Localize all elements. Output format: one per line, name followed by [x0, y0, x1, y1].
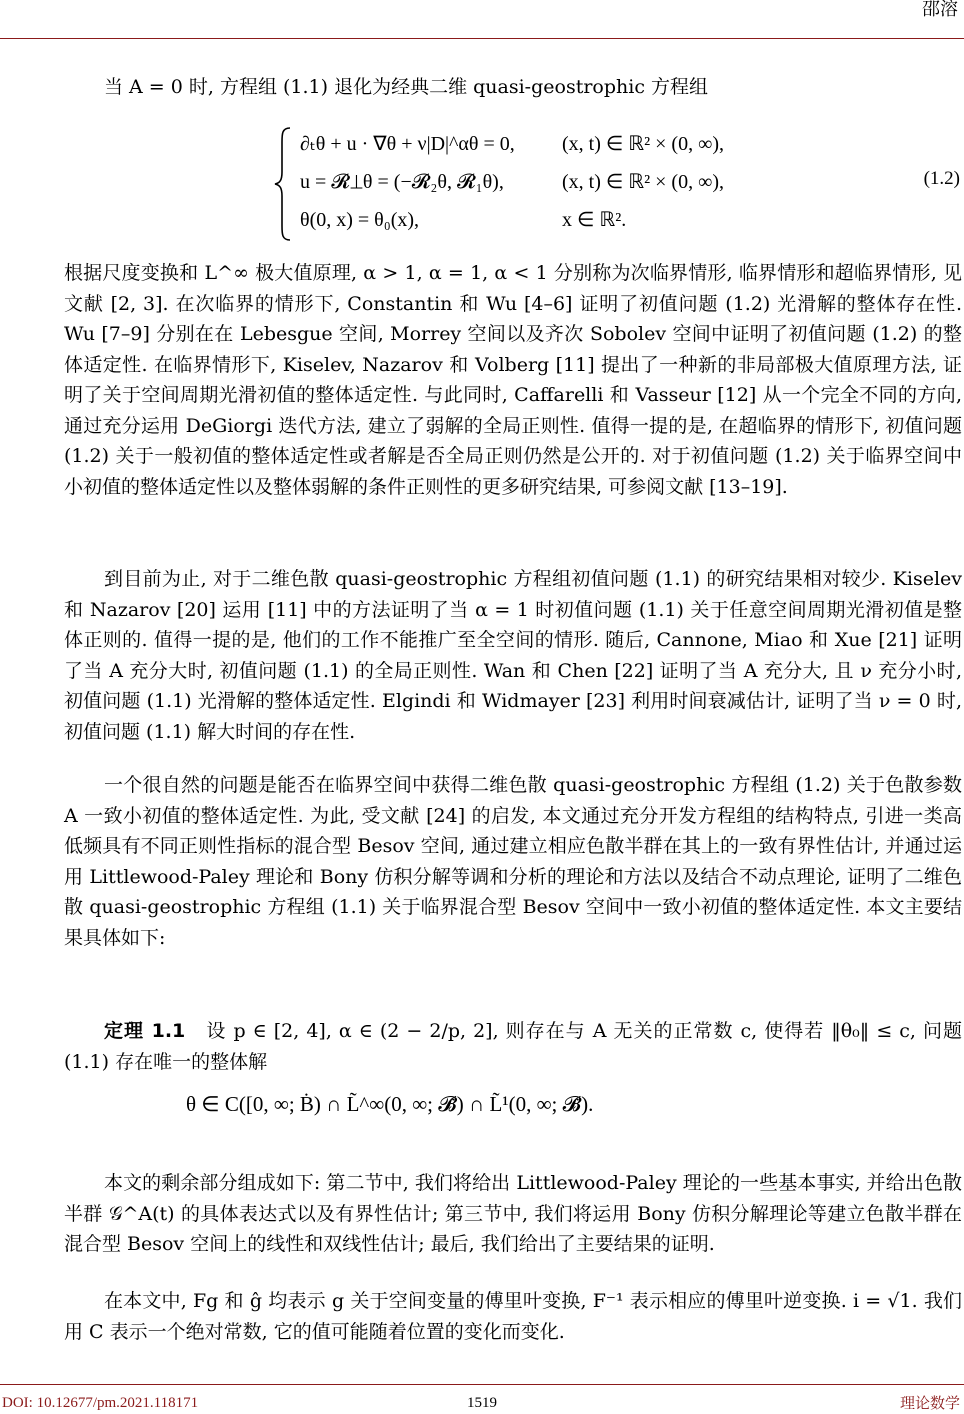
left-brace — [272, 126, 294, 242]
paragraph-notation: 在本文中, Fg 和 ĝ 均表示 g 关于空间变量的傅里叶变换, F⁻¹ 表示相应的傅里叶逆变换. i = √1. 我们用 C 表示一个绝对常数, 它的值可能随着位置的变化而变化. — [64, 1290, 962, 1343]
paragraph-outline: 本文的剩余部分组成如下: 第二节中, 我们将给出 Littlewood-Paley 理论的一些基本事实, 并给出色散半群 𝒢^A(t) 的具体表达式以及有界性估计; 第三节中, 我们将运用 Bony 仿积分解理论等建立色散半群在混合型 Besov 空间上的线性和双线性估计; 最后, 我们给出了主要结果的证明. — [64, 1172, 962, 1255]
equation-system-1-2 — [272, 126, 792, 242]
equation-row-1-domain: (x, t) ∈ ℝ² × (0, ∞), — [562, 133, 724, 155]
theorem-1-1 — [64, 1016, 962, 1077]
footer-journal-name: 理论数学 — [899, 1394, 960, 1412]
paragraph-dispersive-results: 到目前为止, 对于二维色散 quasi-geostrophic 方程组初值问题 (1.1) 的研究结果相对较少. Kiselev 和 Nazarov [20] 运用 [11] 中的方法证明了当 α = 1 时初值问题 (1.1) 关于任意空间周期光滑初值是整体正则的. 值得一提的是, 他们的工作不能推广至全空间的情形. 随后, Cannone, Miao 和 Xue [21] 证明了当 A 充分大时, 初值问题 (1.1) 的全局正则性. Wan 和 Chen [22] 证明了当 A 充分大, 且 ν 充分小时, 初值问题 (1.1) 光滑解的整体适定性. Elgindi 和 Widmayer [23] 利用时间衰减估计, 证明了当 ν = 0 时, 初值问题 (1.1) 解大时间的存在性. — [64, 568, 962, 743]
paragraph-background: 根据尺度变换和 L^∞ 极大值原理, α > 1, α = 1, α < 1 分别称为次临界情形, 临界情形和超临界情形, 见文献 [2, 3]. 在次临界的情形下, Constantin 和 Wu [4–6] 证明了初值问题 (1.2) 光滑解的整体存在性. Wu [7–9] 分别在在 Lebesgue 空间, Morrey 空间以及齐次 Sobolev 空间中证明了初值问题 (1.2) 的整体适定性. 在临界情形下, Kiselev, Nazarov 和 Volberg [11] 提出了一种新的非局部极大值原理方法, 证明了关于空间周期光滑初值的整体适定性. 与此同时, Caffarelli 和 Vasseur [12] 从一个完全不同的方向, 通过充分运用 DeGiorgi 迭代方法, 建立了弱解的全局正则性. 值得一提的是, 在超临界的情形下, 初值问题 (1.2) 关于一般初值的整体适定性或者解是否全局正则仍然是公开的. 对于初值问题 (1.2) 关于临界空间中小初值的整体适定性以及整体弱解的条件正则性的更多研究结果, 可参阅文献 [13–19]. — [64, 262, 962, 498]
paragraph-motivation: 一个很自然的问题是能否在临界空间中获得二维色散 quasi-geostrophic 方程组 (1.2) 关于色散参数 A 一致小初值的整体适定性. 为此, 受文献 [24] 的启发, 本文通过充分开发方程组的结构特点, 引进一类高低频具有不同正则性指标的混合型 Besov 空间, 通过建立相应色散半群在其上的一致有界性估计, 并通过运用 Littlewood-Paley 理论和 Bony 仿积分解等调和分析的理论和方法以及结合不动点理论, 证明了二维色散 quasi-geostrophic 方程组 (1.1) 关于临界混合型 Besov 空间中一致小初值的整体适定性. 本文主要结果具体如下: — [64, 774, 962, 949]
theorem-label: 定理 1.1 — [104, 1020, 186, 1042]
page-footer — [0, 1393, 964, 1413]
intro-paragraph: 当 A = 0 时, 方程组 (1.1) 退化为经典二维 quasi-geostrophic 方程组 — [104, 76, 709, 98]
equation-number: (1.2) — [923, 168, 960, 189]
equation-row-2-domain: (x, t) ∈ ℝ² × (0, ∞), — [562, 171, 724, 193]
equation-row-2: u = 𝓡⊥θ = (−𝓡₂θ, 𝓡₁θ), — [300, 171, 504, 193]
footer-rule — [0, 1384, 964, 1385]
equation-row-3: θ(0, x) = θ₀(x), — [300, 209, 420, 231]
equation-row-3-domain: x ∈ ℝ². — [562, 209, 627, 231]
theorem-statement: 设 p ∈ [2, 4], α ∈ (2 − 2/p, 2], 则存在与 A 无关的正常数 c, 使得若 ‖θ₀‖ ≤ c, 问题 (1.1) 存在唯一的整体解 — [64, 1020, 963, 1073]
footer-page-number: 1519 — [467, 1395, 497, 1411]
equation-row-1: ∂ₜθ + u · ∇θ + ν|D|^αθ = 0, — [300, 133, 515, 155]
header-rule — [0, 38, 964, 39]
footer-doi-link[interactable]: DOI: 10.12677/pm.2021.118171 — [2, 1395, 199, 1411]
running-header-author: 邵溶 — [922, 0, 958, 20]
theorem-display-equation: θ ∈ C([0, ∞; Ḃ) ∩ L̃^∞(0, ∞; 𝓑̇) ∩ L̃¹(0, ∞; 𝓑̇). — [186, 1092, 594, 1116]
